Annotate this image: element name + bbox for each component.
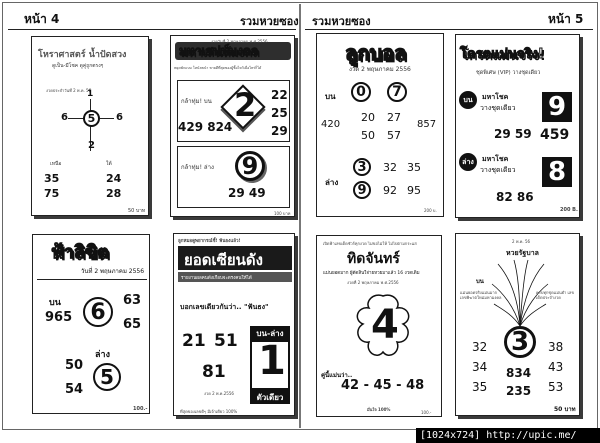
card-tid-chan	[316, 235, 442, 417]
card6-box-label: บน-ล่าง	[250, 326, 290, 340]
card3-label-bottom: ล่าง	[325, 178, 339, 187]
card4-line1-b: มหาโชค	[482, 155, 509, 163]
card7-price: 100.-	[421, 410, 432, 415]
card2-row1: 429 824	[178, 120, 233, 134]
card5-n63: 63	[123, 293, 142, 308]
card3-ball2: 7	[387, 82, 407, 102]
card5-big1: 6	[83, 297, 113, 327]
center-divider	[299, 4, 301, 428]
card2-right1-1: 25	[271, 106, 288, 120]
card1-title: โหราศาสตร์ น้ำปัดสวง	[38, 50, 127, 60]
card1-subtitle: ดูเป็น-มีโชค ดูคู่ถูกตรงๆ	[52, 63, 104, 69]
card1-col1-head: เหนือ	[50, 161, 62, 167]
card4-price: 200 B.	[560, 207, 578, 213]
card8-top-label: บน	[476, 278, 484, 285]
card8-n43: 43	[548, 360, 564, 374]
card1-col2-head: ใต้	[106, 161, 112, 167]
page-number-right: หน้า 5	[548, 12, 584, 26]
card-look-ball	[316, 33, 444, 217]
card3-date: งวด 2 พฤษภาคม 2556	[349, 66, 411, 73]
card6-date: งวด 2 พ.ค.2556	[204, 391, 234, 396]
card-kot-maen	[455, 34, 580, 218]
card6-tagline: บอกเลขเดียวกันว่า.. "ฟันธง"	[180, 303, 269, 311]
card-fa-likit	[32, 234, 150, 414]
card3-n32: 32	[383, 161, 397, 174]
card2-big2: 9	[235, 151, 265, 181]
card1-col1-1: 75	[44, 187, 60, 200]
card8-date: 2 พ.ค. 56	[512, 239, 531, 244]
card4-row2: 82 86	[496, 190, 534, 204]
card3-n857: 857	[417, 119, 437, 130]
card-maha-saneh	[170, 35, 295, 217]
card7-big: 4	[371, 302, 399, 348]
card1-col2-0: 24	[106, 172, 122, 185]
card4-line2-a: วางชุดเดียว	[480, 104, 516, 112]
watermark-text: [1024x724] http://upic.me/	[420, 430, 577, 441]
card-yot-sian	[173, 233, 295, 416]
card5-n965: 965	[45, 310, 73, 325]
card2-price: 100 บาท	[274, 211, 291, 216]
card4-title: โครตแม่นจริง!	[460, 47, 544, 62]
card4-big2: 8	[542, 157, 572, 187]
card7-pairs: 42 - 45 - 48	[341, 378, 425, 393]
card6-banner: ลูกหมอดูพยากรณ์ชี้! ฟันธงแล้ว!	[178, 239, 241, 244]
card3-ball1: 0	[351, 82, 371, 102]
card4-line1-a: มหาโชค	[482, 93, 509, 101]
card5-n50: 50	[65, 358, 84, 373]
card1-date: งวดประจำวันที่ 2 พ.ค. 56	[46, 88, 92, 93]
page-number-left: หน้า 4	[24, 12, 60, 26]
card5-big2: 5	[93, 363, 121, 391]
card6-n21: 21	[182, 331, 206, 351]
card6-big: 1	[258, 338, 286, 384]
card3-n92: 92	[383, 184, 397, 197]
card3-n20: 20	[361, 111, 375, 124]
card3-n95: 95	[407, 184, 421, 197]
card1-left: 6	[61, 112, 68, 123]
header-rule-right	[305, 29, 593, 30]
card8-title: หวยรัฐบาล	[506, 249, 539, 257]
card4-row1: 29 59	[494, 127, 532, 141]
card4-bottom-label: ล่าง	[459, 153, 477, 171]
card1-right: 6	[116, 112, 123, 123]
card4-top-label: บน	[459, 91, 477, 109]
card8-n34: 34	[472, 360, 488, 374]
card2-label1: กล้าทุ่ม! บน	[181, 98, 212, 105]
card6-subtitle: รายงานผลคนดังเกือบจะตรงคนให้ได้	[181, 276, 252, 281]
card8-big: 3	[504, 326, 536, 358]
card1-col1-0: 35	[44, 172, 60, 185]
card3-n27: 27	[387, 111, 401, 124]
card2-right1-2: 29	[271, 124, 288, 138]
card8-n834: 834	[506, 366, 532, 380]
card3-label-top: บน	[325, 92, 336, 101]
section-title-right: รวมหวยซอง	[312, 15, 371, 28]
card4-big1: 9	[542, 92, 572, 122]
card3-ball3: 3	[353, 158, 371, 176]
card4-line2-b: วางชุดเดียว	[480, 166, 516, 174]
card-horoscope	[31, 36, 149, 216]
card5-price: 100.-	[133, 406, 148, 412]
card1-top: 1	[87, 89, 94, 99]
card8-n32: 32	[472, 340, 488, 354]
card8-n53: 53	[548, 380, 564, 394]
card5-label-top: บน	[49, 298, 61, 308]
card8-n235: 235	[506, 384, 532, 398]
card2-label2: กล้าทุ่ม! ล่าง	[181, 164, 214, 171]
card6-n51: 51	[214, 331, 238, 351]
card7-top-note: เปิดฟ้าเลขเด็ดชัวร์ทุกงวด ไม่ขอไม่ให้ ไม่ไปตามกระแส	[323, 241, 417, 246]
card3-price: 200 บ.	[424, 208, 437, 213]
card1-bottom: 2	[88, 140, 95, 151]
card2-row2: 29 49	[228, 186, 266, 200]
card1-price: 50 บาท	[128, 208, 146, 214]
card2-title: มหาเสน่ห์มงคล	[179, 44, 259, 58]
card2-right1-0: 22	[271, 88, 288, 102]
card3-title: ลูกบอล	[345, 41, 407, 65]
card3-n50: 50	[361, 129, 375, 142]
card6-n81: 81	[202, 362, 226, 382]
card1-center: 5	[83, 110, 100, 127]
card8-left-text: แม่นยอดจริงแม่นมาก เลขพิฆาตใหม่มหามงคล	[460, 290, 502, 300]
card3-ball4: 9	[353, 181, 371, 199]
card3-n35: 35	[407, 161, 421, 174]
card1-col2-1: 28	[106, 187, 122, 200]
card3-n57: 57	[387, 129, 401, 142]
card-huay-rat	[455, 233, 580, 416]
card3-n420: 420	[321, 119, 341, 130]
card5-title: ฟ้าลิขิต	[51, 242, 109, 263]
card7-label: คู่นี้แม่นว่า..	[321, 372, 353, 379]
card6-footer: ที่สุดของเลขดีๆ มีเจ้าเดียว 100%	[180, 409, 238, 414]
card2-subtitle: หยุดพักแบบ โหนัลขนำ ขายดีที่สุดของผู้ซื้อไหว้เมื่อไหร่ก็ได้	[174, 66, 262, 70]
card6-title: ยอดเซียนดัง	[184, 251, 263, 269]
card5-n54: 54	[65, 382, 84, 397]
card5-date: วันที่ 2 พฤษภาคม 2556	[81, 268, 145, 275]
card7-subtitle: แม่นยอดมาก ผู้ตัดสินใจ่ายหวยมาแล้ว 16 งวดเดิม	[323, 271, 420, 276]
card8-right-text: ครบทุกชุดแม่นยำ เลขเด็ดประจำงวด	[536, 290, 575, 300]
card7-foot: มั่นใจ 100%	[367, 407, 391, 412]
section-title-left: รวมหวยซอง	[240, 15, 299, 28]
card5-n65: 65	[123, 317, 142, 332]
card5-rule	[37, 279, 147, 280]
header-rule-left	[8, 29, 296, 30]
card8-price: 50 บาท	[554, 406, 576, 413]
card8-n35: 35	[472, 380, 488, 394]
card5-label-bottom: ล่าง	[95, 350, 110, 360]
card4-row1b: 459	[540, 127, 570, 143]
card7-date: งวดที่ 2 พฤษภาคม พ.ศ.2556	[347, 280, 399, 285]
card8-n38: 38	[548, 340, 564, 354]
card4-subtitle: ชุดพิเศษ (VIP) วางชุดเดียว	[476, 70, 541, 76]
card2-date: งวดวันที่ 2 พฤษภาคม พ.ศ.2556	[211, 39, 268, 44]
card7-title: ทิดจันทร์	[347, 251, 400, 267]
card6-box-bottom: ตัวเดียว	[250, 390, 290, 404]
card2-big1: 2	[234, 86, 257, 124]
